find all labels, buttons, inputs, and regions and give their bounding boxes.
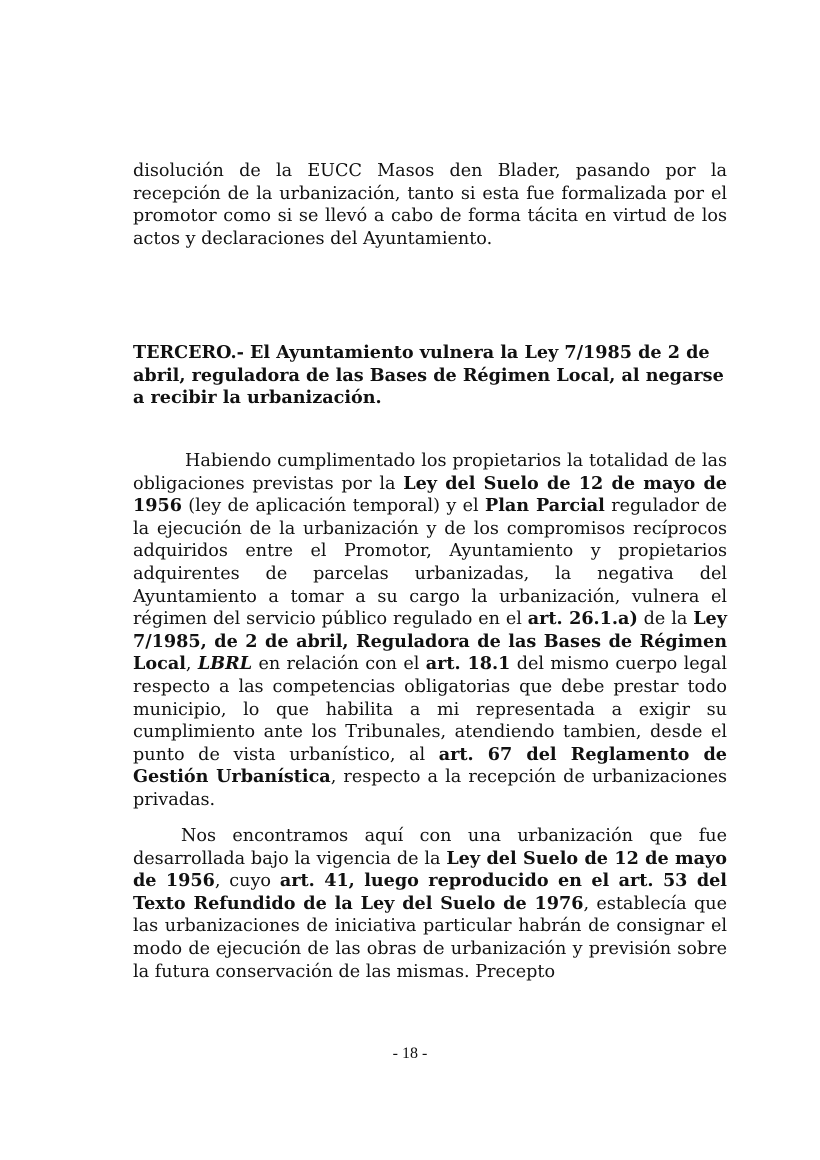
legal-reference: Ley del Suelo de 12 de mayo de 1956 bbox=[133, 472, 727, 517]
intro-paragraph bbox=[133, 160, 727, 250]
section-heading-text bbox=[133, 342, 727, 410]
body-paragraph-1-text bbox=[133, 450, 727, 812]
text-run: del mismo cuerpo legal respecto a las competencias obligatorias que debe prestar todo municipio, lo que habilita a mi representada a exigir su cumplimiento ante los Tribunales, atendiendo tambien, desde el punto de vista urbanístico, al bbox=[133, 654, 727, 765]
section-heading-label: TERCERO bbox=[133, 342, 231, 363]
text-run: (ley de aplicación temporal) y el bbox=[181, 496, 485, 517]
text-run: de la bbox=[637, 609, 694, 630]
legal-reference: Ley 7/1985, de 2 de abril, Reguladora de las Bases de Régimen Local bbox=[133, 608, 727, 675]
text-run: , respecto a la recepción de urbanizaciones privadas. bbox=[133, 767, 728, 810]
legal-reference: art. 18.1 bbox=[425, 653, 511, 675]
body-paragraph-2-text bbox=[133, 825, 727, 983]
text-run: , bbox=[185, 654, 198, 675]
legal-reference: art. 26.1.a) bbox=[527, 608, 638, 630]
text-run: Habiendo cumplimentado los propietarios la totalidad de las obligaciones previstas por la bbox=[133, 451, 727, 494]
text-run: , cuyo bbox=[214, 871, 280, 892]
legal-reference: art. 67 del Reglamento de Gestión Urbanística bbox=[133, 743, 727, 788]
text-run: en relación con el bbox=[252, 654, 426, 675]
section-heading-title: .- El Ayuntamiento vulnera la Ley 7/1985 de 2 de abril, reguladora de las Bases de Régimen Local, al negarse a recibir la urbanización. bbox=[133, 342, 724, 409]
body-paragraph-2 bbox=[133, 825, 727, 983]
body-paragraph-1 bbox=[133, 450, 727, 812]
section-heading bbox=[133, 342, 727, 410]
legal-reference: Ley del Suelo de 12 de mayo de 1956 bbox=[133, 847, 727, 892]
text-run: regulador de la ejecución de la urbanización y de los compromisos recíprocos adquiridos entre el Promotor, Ayuntamiento y propietarios adquirentes de parcelas urbanizadas, la negativa del Ayuntamiento a tomar a su cargo la urbanización, vulnera el régimen del servicio público regulado en el bbox=[133, 496, 727, 630]
legal-reference: Plan Parcial bbox=[484, 495, 605, 517]
text-run: , establecía que las urbanizaciones de iniciativa particular habrán de consignar el modo de ejecución de las obras de urbanización y previsión sobre la futura conservación de las mismas. Precepto bbox=[133, 893, 727, 982]
legal-reference: art. 41, luego reproducido en el art. 53 del Texto Refundido de la Ley del Suelo de 1976 bbox=[133, 870, 727, 914]
intro-paragraph-text: disolución de la EUCC Masos den Blader, pasando por la recepción de la urbanización, tanto si esta fue formalizada por el promotor como si se llevó a cabo de forma tácita en virtud de los actos y declaraciones del Ayuntamiento. bbox=[133, 161, 727, 249]
page-number: - 18 - bbox=[392, 1045, 428, 1062]
legal-abbreviation: LBRL bbox=[197, 653, 253, 675]
text-run: Nos encontramos aquí con una urbanización que fue desarrollada bajo la vigencia de la bbox=[133, 826, 727, 869]
